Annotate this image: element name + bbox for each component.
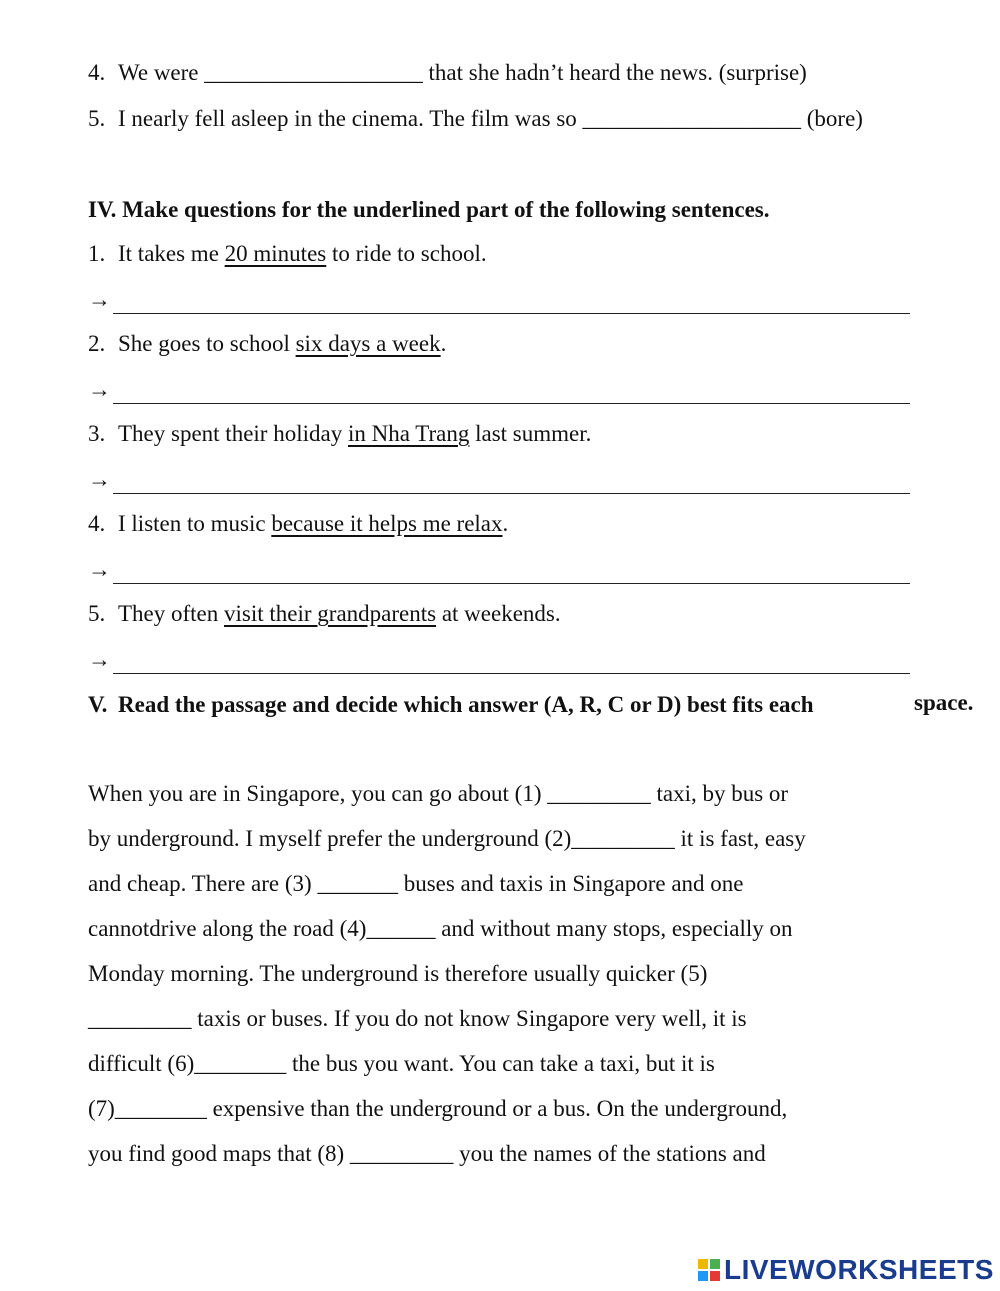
sentence-text: I nearly fell asleep in the cinema. The film was so ___________________ (bore) [118, 106, 863, 131]
passage-line-9: you find good maps that (8) _________ you the names of the stations and [88, 1141, 766, 1166]
answer-field[interactable] [113, 291, 910, 314]
answer-field[interactable] [113, 651, 910, 674]
answer-field[interactable] [113, 471, 910, 494]
item-number: 4. [88, 511, 106, 536]
arrow-icon: → [88, 467, 111, 492]
question-4 [88, 510, 508, 538]
arrow-icon: → [88, 557, 111, 582]
answer-line-1 [88, 286, 910, 314]
arrow-icon: → [88, 647, 111, 672]
passage-line-1: When you are in Singapore, you can go about (1) _________ taxi, by bus or [88, 781, 789, 806]
sentence-text: We were ___________________ that she hadn’t heard the news. (surprise) [118, 60, 807, 85]
post-text: at weekends. [436, 601, 561, 626]
pre-text: It takes me [118, 241, 225, 266]
post-text: to ride to school. [326, 241, 487, 266]
underlined-part: visit their grandparents [224, 601, 437, 626]
underlined-part: because it helps me relax [271, 511, 503, 536]
answer-field[interactable] [113, 561, 910, 584]
post-text: . [502, 511, 509, 536]
item-number: 2. [88, 331, 106, 356]
item-number: 4. [88, 60, 106, 85]
item-number: 5. [88, 601, 106, 626]
passage-line-2: by underground. I myself prefer the underground (2)_________ it is fast, easy [88, 826, 806, 851]
answer-line-5 [88, 646, 910, 674]
item-number: 1. [88, 241, 106, 266]
passage-line-8: (7)________ expensive than the underground or a bus. On the underground, [88, 1096, 788, 1121]
arrow-icon: → [88, 377, 111, 402]
post-text: last summer. [469, 421, 592, 446]
underlined-part: 20 minutes [224, 241, 327, 266]
liveworksheets-logo [698, 1254, 994, 1286]
section-number: V. [88, 692, 108, 717]
passage-line-5: Monday morning. The underground is therefore usually quicker (5) [88, 961, 708, 986]
underlined-part: in Nha Trang [347, 421, 470, 446]
item-number: 3. [88, 421, 106, 446]
post-text: . [440, 331, 447, 356]
section-4-heading: IV. Make questions for the underlined part of the following sentences. [88, 197, 770, 222]
question-1 [88, 240, 487, 268]
answer-line-2 [88, 376, 910, 404]
sentence-3-5 [88, 105, 863, 133]
passage-line-7: difficult (6)________ the bus you want. You can take a taxi, but it is [88, 1051, 715, 1076]
underlined-part: six days a week [295, 331, 441, 356]
pre-text: I listen to music [118, 511, 272, 536]
passage-line-4: cannotdrive along the road (4)______ and without many stops, especially on [88, 916, 793, 941]
sentence-3-4 [88, 59, 807, 87]
question-5 [88, 600, 561, 628]
logo-text: LIVEWORKSHEETS [724, 1254, 994, 1285]
pre-text: They spent their holiday [118, 421, 348, 446]
answer-line-3 [88, 466, 910, 494]
question-2 [88, 330, 446, 358]
pre-text: They often [118, 601, 225, 626]
arrow-icon: → [88, 287, 111, 312]
logo-squares-icon [698, 1259, 720, 1281]
passage-line-6: _________ taxis or buses. If you do not know Singapore very well, it is [88, 1006, 747, 1031]
answer-line-4 [88, 556, 910, 584]
heading-text: Read the passage and decide which answer (A, R, C or D) best fits each [118, 692, 814, 717]
pre-text: She goes to school [118, 331, 296, 356]
question-3 [88, 420, 591, 448]
item-number: 5. [88, 106, 106, 131]
section-5-heading [88, 691, 814, 719]
passage-line-3: and cheap. There are (3) _______ buses and taxis in Singapore and one [88, 871, 744, 896]
section-5-heading-end: space. [914, 690, 974, 715]
answer-field[interactable] [113, 381, 910, 404]
